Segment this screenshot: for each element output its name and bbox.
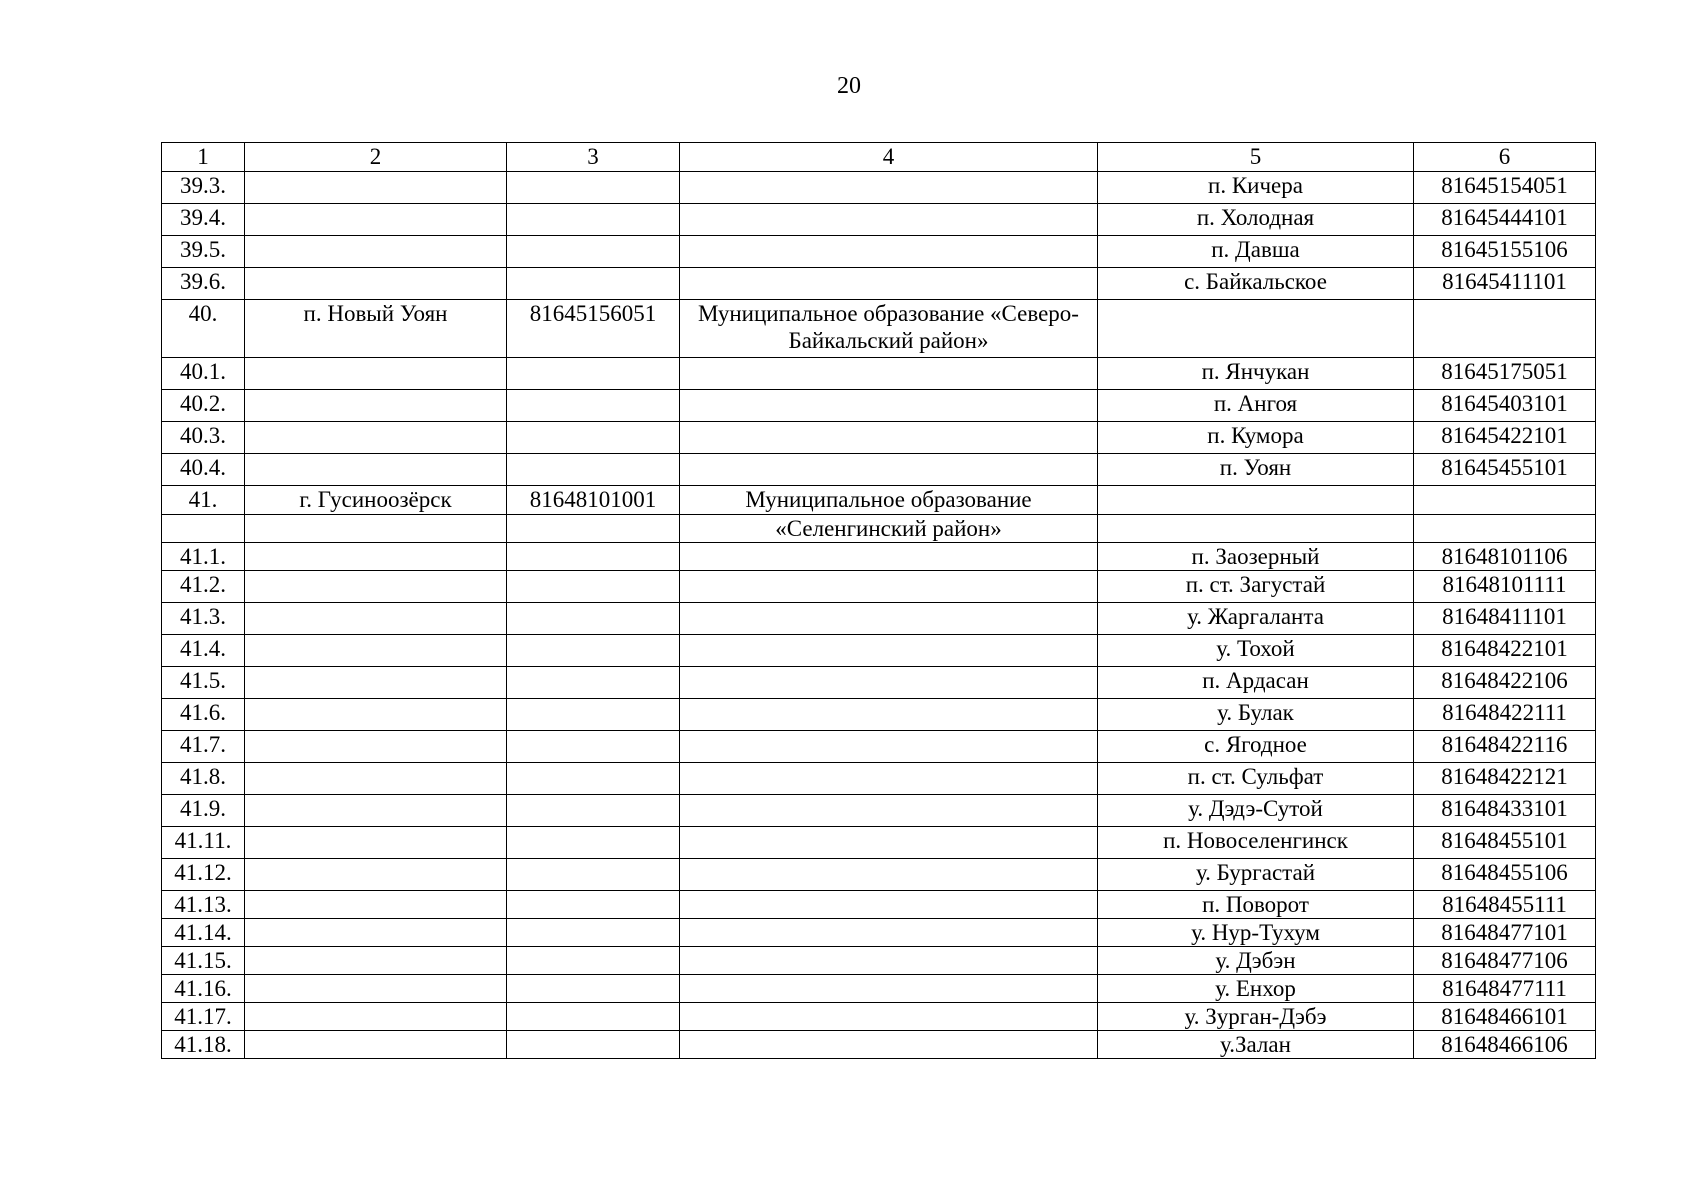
cell-settlement-code: 81645403101	[1414, 390, 1596, 422]
cell-settlement	[1098, 515, 1414, 543]
table-row	[162, 1031, 1596, 1059]
cell-municipality	[680, 358, 1098, 390]
cell-municipality	[680, 543, 1098, 571]
cell-number: 39.6.	[162, 268, 245, 300]
cell-center-name	[245, 859, 507, 891]
cell-settlement-code: 81648422101	[1414, 635, 1596, 667]
cell-center-name	[245, 947, 507, 975]
cell-settlement-code: 81648422111	[1414, 699, 1596, 731]
cell-municipality	[680, 795, 1098, 827]
table-row	[162, 699, 1596, 731]
cell-municipality	[680, 204, 1098, 236]
cell-settlement-code: 81645155106	[1414, 236, 1596, 268]
cell-municipality	[680, 667, 1098, 699]
cell-number: 41.18.	[162, 1031, 245, 1059]
table-row	[162, 268, 1596, 300]
cell-center-name	[245, 1003, 507, 1031]
table-row	[162, 859, 1596, 891]
cell-center-code	[507, 236, 680, 268]
cell-center-code	[507, 515, 680, 543]
table-row	[162, 975, 1596, 1003]
cell-settlement-code: 81648101106	[1414, 543, 1596, 571]
cell-settlement-code: 81648455106	[1414, 859, 1596, 891]
cell-center-name	[245, 667, 507, 699]
cell-number: 41.12.	[162, 859, 245, 891]
cell-settlement: п. Кумора	[1098, 422, 1414, 454]
cell-center-name	[245, 1031, 507, 1059]
table-row	[162, 731, 1596, 763]
cell-settlement-code: 81645444101	[1414, 204, 1596, 236]
cell-settlement-code: 81648411101	[1414, 603, 1596, 635]
cell-center-name	[245, 975, 507, 1003]
cell-settlement: п. ст. Загустай	[1098, 571, 1414, 603]
cell-municipality	[680, 635, 1098, 667]
table-row	[162, 204, 1596, 236]
cell-center-name	[245, 731, 507, 763]
cell-number: 41.8.	[162, 763, 245, 795]
column-header: 6	[1414, 143, 1596, 172]
cell-settlement: п. Холодная	[1098, 204, 1414, 236]
cell-municipality	[680, 859, 1098, 891]
column-header: 5	[1098, 143, 1414, 172]
cell-settlement: с. Байкальское	[1098, 268, 1414, 300]
cell-settlement: с. Ягодное	[1098, 731, 1414, 763]
cell-number: 40.	[162, 300, 245, 358]
cell-municipality	[680, 975, 1098, 1003]
cell-municipality	[680, 571, 1098, 603]
cell-settlement-code: 81648433101	[1414, 795, 1596, 827]
column-header: 4	[680, 143, 1098, 172]
cell-settlement-code: 81645455101	[1414, 454, 1596, 486]
cell-number: 41.11.	[162, 827, 245, 859]
cell-municipality: Муниципальное образование	[680, 486, 1098, 515]
table-row	[162, 635, 1596, 667]
cell-center-name	[245, 172, 507, 204]
cell-municipality	[680, 731, 1098, 763]
table-row	[162, 454, 1596, 486]
cell-settlement: п. Янчукан	[1098, 358, 1414, 390]
cell-settlement	[1098, 486, 1414, 515]
cell-settlement-code: 81648466106	[1414, 1031, 1596, 1059]
cell-settlement-code: 81648101111	[1414, 571, 1596, 603]
cell-settlement: у. Нур-Тухум	[1098, 919, 1414, 947]
cell-number: 39.3.	[162, 172, 245, 204]
cell-center-name	[245, 515, 507, 543]
cell-municipality	[680, 891, 1098, 919]
table-row	[162, 667, 1596, 699]
cell-center-code: 81645156051	[507, 300, 680, 358]
cell-number: 41.13.	[162, 891, 245, 919]
cell-municipality	[680, 268, 1098, 300]
cell-number: 40.1.	[162, 358, 245, 390]
cell-municipality: «Селенгинский район»	[680, 515, 1098, 543]
cell-center-code	[507, 635, 680, 667]
cell-settlement: п. Уоян	[1098, 454, 1414, 486]
cell-center-name	[245, 571, 507, 603]
cell-settlement-code: 81648422106	[1414, 667, 1596, 699]
cell-number: 39.4.	[162, 204, 245, 236]
cell-center-name	[245, 204, 507, 236]
cell-center-code	[507, 699, 680, 731]
cell-center-code	[507, 1031, 680, 1059]
cell-center-code	[507, 859, 680, 891]
cell-center-code	[507, 603, 680, 635]
cell-center-code	[507, 268, 680, 300]
cell-number: 41.14.	[162, 919, 245, 947]
cell-number: 41.17.	[162, 1003, 245, 1031]
cell-center-name	[245, 763, 507, 795]
cell-municipality	[680, 236, 1098, 268]
cell-center-name	[245, 635, 507, 667]
table-row	[162, 515, 1596, 543]
cell-center-code	[507, 543, 680, 571]
cell-number: 41.6.	[162, 699, 245, 731]
settlements-table	[161, 142, 1596, 1059]
cell-settlement: у.Залан	[1098, 1031, 1414, 1059]
cell-settlement	[1098, 300, 1414, 358]
cell-settlement: п. Заозерный	[1098, 543, 1414, 571]
table-row	[162, 763, 1596, 795]
cell-settlement-code	[1414, 300, 1596, 358]
cell-settlement-code: 81645411101	[1414, 268, 1596, 300]
cell-center-name	[245, 827, 507, 859]
table-row	[162, 390, 1596, 422]
cell-center-name	[245, 422, 507, 454]
cell-center-code	[507, 204, 680, 236]
cell-center-code: 81648101001	[507, 486, 680, 515]
cell-number: 41.5.	[162, 667, 245, 699]
cell-center-code	[507, 571, 680, 603]
table-row	[162, 571, 1596, 603]
cell-number: 40.2.	[162, 390, 245, 422]
cell-center-code	[507, 763, 680, 795]
cell-municipality	[680, 827, 1098, 859]
cell-number: 39.5.	[162, 236, 245, 268]
cell-municipality	[680, 422, 1098, 454]
cell-settlement: п. Ардасан	[1098, 667, 1414, 699]
cell-number: 41.16.	[162, 975, 245, 1003]
cell-center-name	[245, 919, 507, 947]
cell-center-code	[507, 947, 680, 975]
cell-settlement: у. Дэбэн	[1098, 947, 1414, 975]
cell-number: 41.4.	[162, 635, 245, 667]
cell-settlement-code: 81648455111	[1414, 891, 1596, 919]
cell-number: 41.	[162, 486, 245, 515]
cell-number: 41.3.	[162, 603, 245, 635]
page-number: 20	[837, 73, 861, 99]
cell-center-name	[245, 795, 507, 827]
column-header: 3	[507, 143, 680, 172]
cell-center-name	[245, 891, 507, 919]
cell-center-code	[507, 1003, 680, 1031]
cell-settlement: у. Енхор	[1098, 975, 1414, 1003]
cell-settlement-code	[1414, 515, 1596, 543]
table-row	[162, 422, 1596, 454]
cell-center-code	[507, 390, 680, 422]
table-row	[162, 891, 1596, 919]
cell-settlement: п. ст. Сульфат	[1098, 763, 1414, 795]
table-row	[162, 543, 1596, 571]
cell-center-name	[245, 543, 507, 571]
cell-municipality	[680, 172, 1098, 204]
cell-settlement-code: 81648455101	[1414, 827, 1596, 859]
table-row	[162, 947, 1596, 975]
cell-center-code	[507, 358, 680, 390]
cell-number: 41.9.	[162, 795, 245, 827]
cell-municipality	[680, 390, 1098, 422]
cell-number: 40.3.	[162, 422, 245, 454]
cell-settlement: п. Ангоя	[1098, 390, 1414, 422]
cell-settlement: п. Новоселенгинск	[1098, 827, 1414, 859]
cell-settlement-code: 81648477106	[1414, 947, 1596, 975]
cell-settlement: п. Давша	[1098, 236, 1414, 268]
column-header: 2	[245, 143, 507, 172]
cell-center-name: п. Новый Уоян	[245, 300, 507, 358]
cell-municipality	[680, 763, 1098, 795]
cell-settlement-code	[1414, 486, 1596, 515]
cell-number: 41.2.	[162, 571, 245, 603]
table-row	[162, 358, 1596, 390]
cell-settlement: у. Тохой	[1098, 635, 1414, 667]
cell-settlement-code: 81645154051	[1414, 172, 1596, 204]
cell-center-name	[245, 699, 507, 731]
cell-center-name	[245, 454, 507, 486]
cell-center-name	[245, 603, 507, 635]
cell-municipality	[680, 603, 1098, 635]
cell-settlement: у. Зурган-Дэбэ	[1098, 1003, 1414, 1031]
cell-center-name	[245, 358, 507, 390]
cell-center-code	[507, 422, 680, 454]
cell-municipality	[680, 454, 1098, 486]
cell-number: 40.4.	[162, 454, 245, 486]
table-row	[162, 172, 1596, 204]
table-row	[162, 603, 1596, 635]
cell-center-name	[245, 390, 507, 422]
table-row	[162, 236, 1596, 268]
table-row	[162, 1003, 1596, 1031]
cell-settlement: п. Кичера	[1098, 172, 1414, 204]
cell-settlement: у. Жаргаланта	[1098, 603, 1414, 635]
table-row	[162, 486, 1596, 515]
cell-center-code	[507, 795, 680, 827]
cell-settlement-code: 81648477111	[1414, 975, 1596, 1003]
table-row	[162, 300, 1596, 358]
cell-municipality	[680, 699, 1098, 731]
cell-center-code	[507, 975, 680, 1003]
cell-settlement: у. Булак	[1098, 699, 1414, 731]
cell-municipality: Муниципальное образование «Северо-Байкальский район»	[680, 300, 1098, 358]
cell-settlement: п. Поворот	[1098, 891, 1414, 919]
cell-center-code	[507, 172, 680, 204]
cell-number: 41.15.	[162, 947, 245, 975]
column-header: 1	[162, 143, 245, 172]
cell-center-name	[245, 268, 507, 300]
cell-number: 41.7.	[162, 731, 245, 763]
cell-settlement-code: 81645175051	[1414, 358, 1596, 390]
table-header-row	[162, 143, 1596, 172]
cell-center-code	[507, 731, 680, 763]
cell-center-code	[507, 667, 680, 699]
cell-center-name: г. Гусиноозёрск	[245, 486, 507, 515]
cell-number	[162, 515, 245, 543]
cell-center-code	[507, 454, 680, 486]
cell-center-code	[507, 827, 680, 859]
cell-settlement: у. Бургастай	[1098, 859, 1414, 891]
table-row	[162, 919, 1596, 947]
cell-settlement-code: 81648422121	[1414, 763, 1596, 795]
cell-settlement-code: 81648422116	[1414, 731, 1596, 763]
cell-municipality	[680, 919, 1098, 947]
cell-settlement-code: 81648466101	[1414, 1003, 1596, 1031]
cell-municipality	[680, 947, 1098, 975]
cell-municipality	[680, 1003, 1098, 1031]
cell-center-name	[245, 236, 507, 268]
cell-center-code	[507, 891, 680, 919]
table-row	[162, 795, 1596, 827]
cell-settlement: у. Дэдэ-Сутой	[1098, 795, 1414, 827]
cell-center-code	[507, 919, 680, 947]
table-row	[162, 827, 1596, 859]
cell-settlement-code: 81645422101	[1414, 422, 1596, 454]
cell-settlement-code: 81648477101	[1414, 919, 1596, 947]
cell-number: 41.1.	[162, 543, 245, 571]
cell-municipality	[680, 1031, 1098, 1059]
